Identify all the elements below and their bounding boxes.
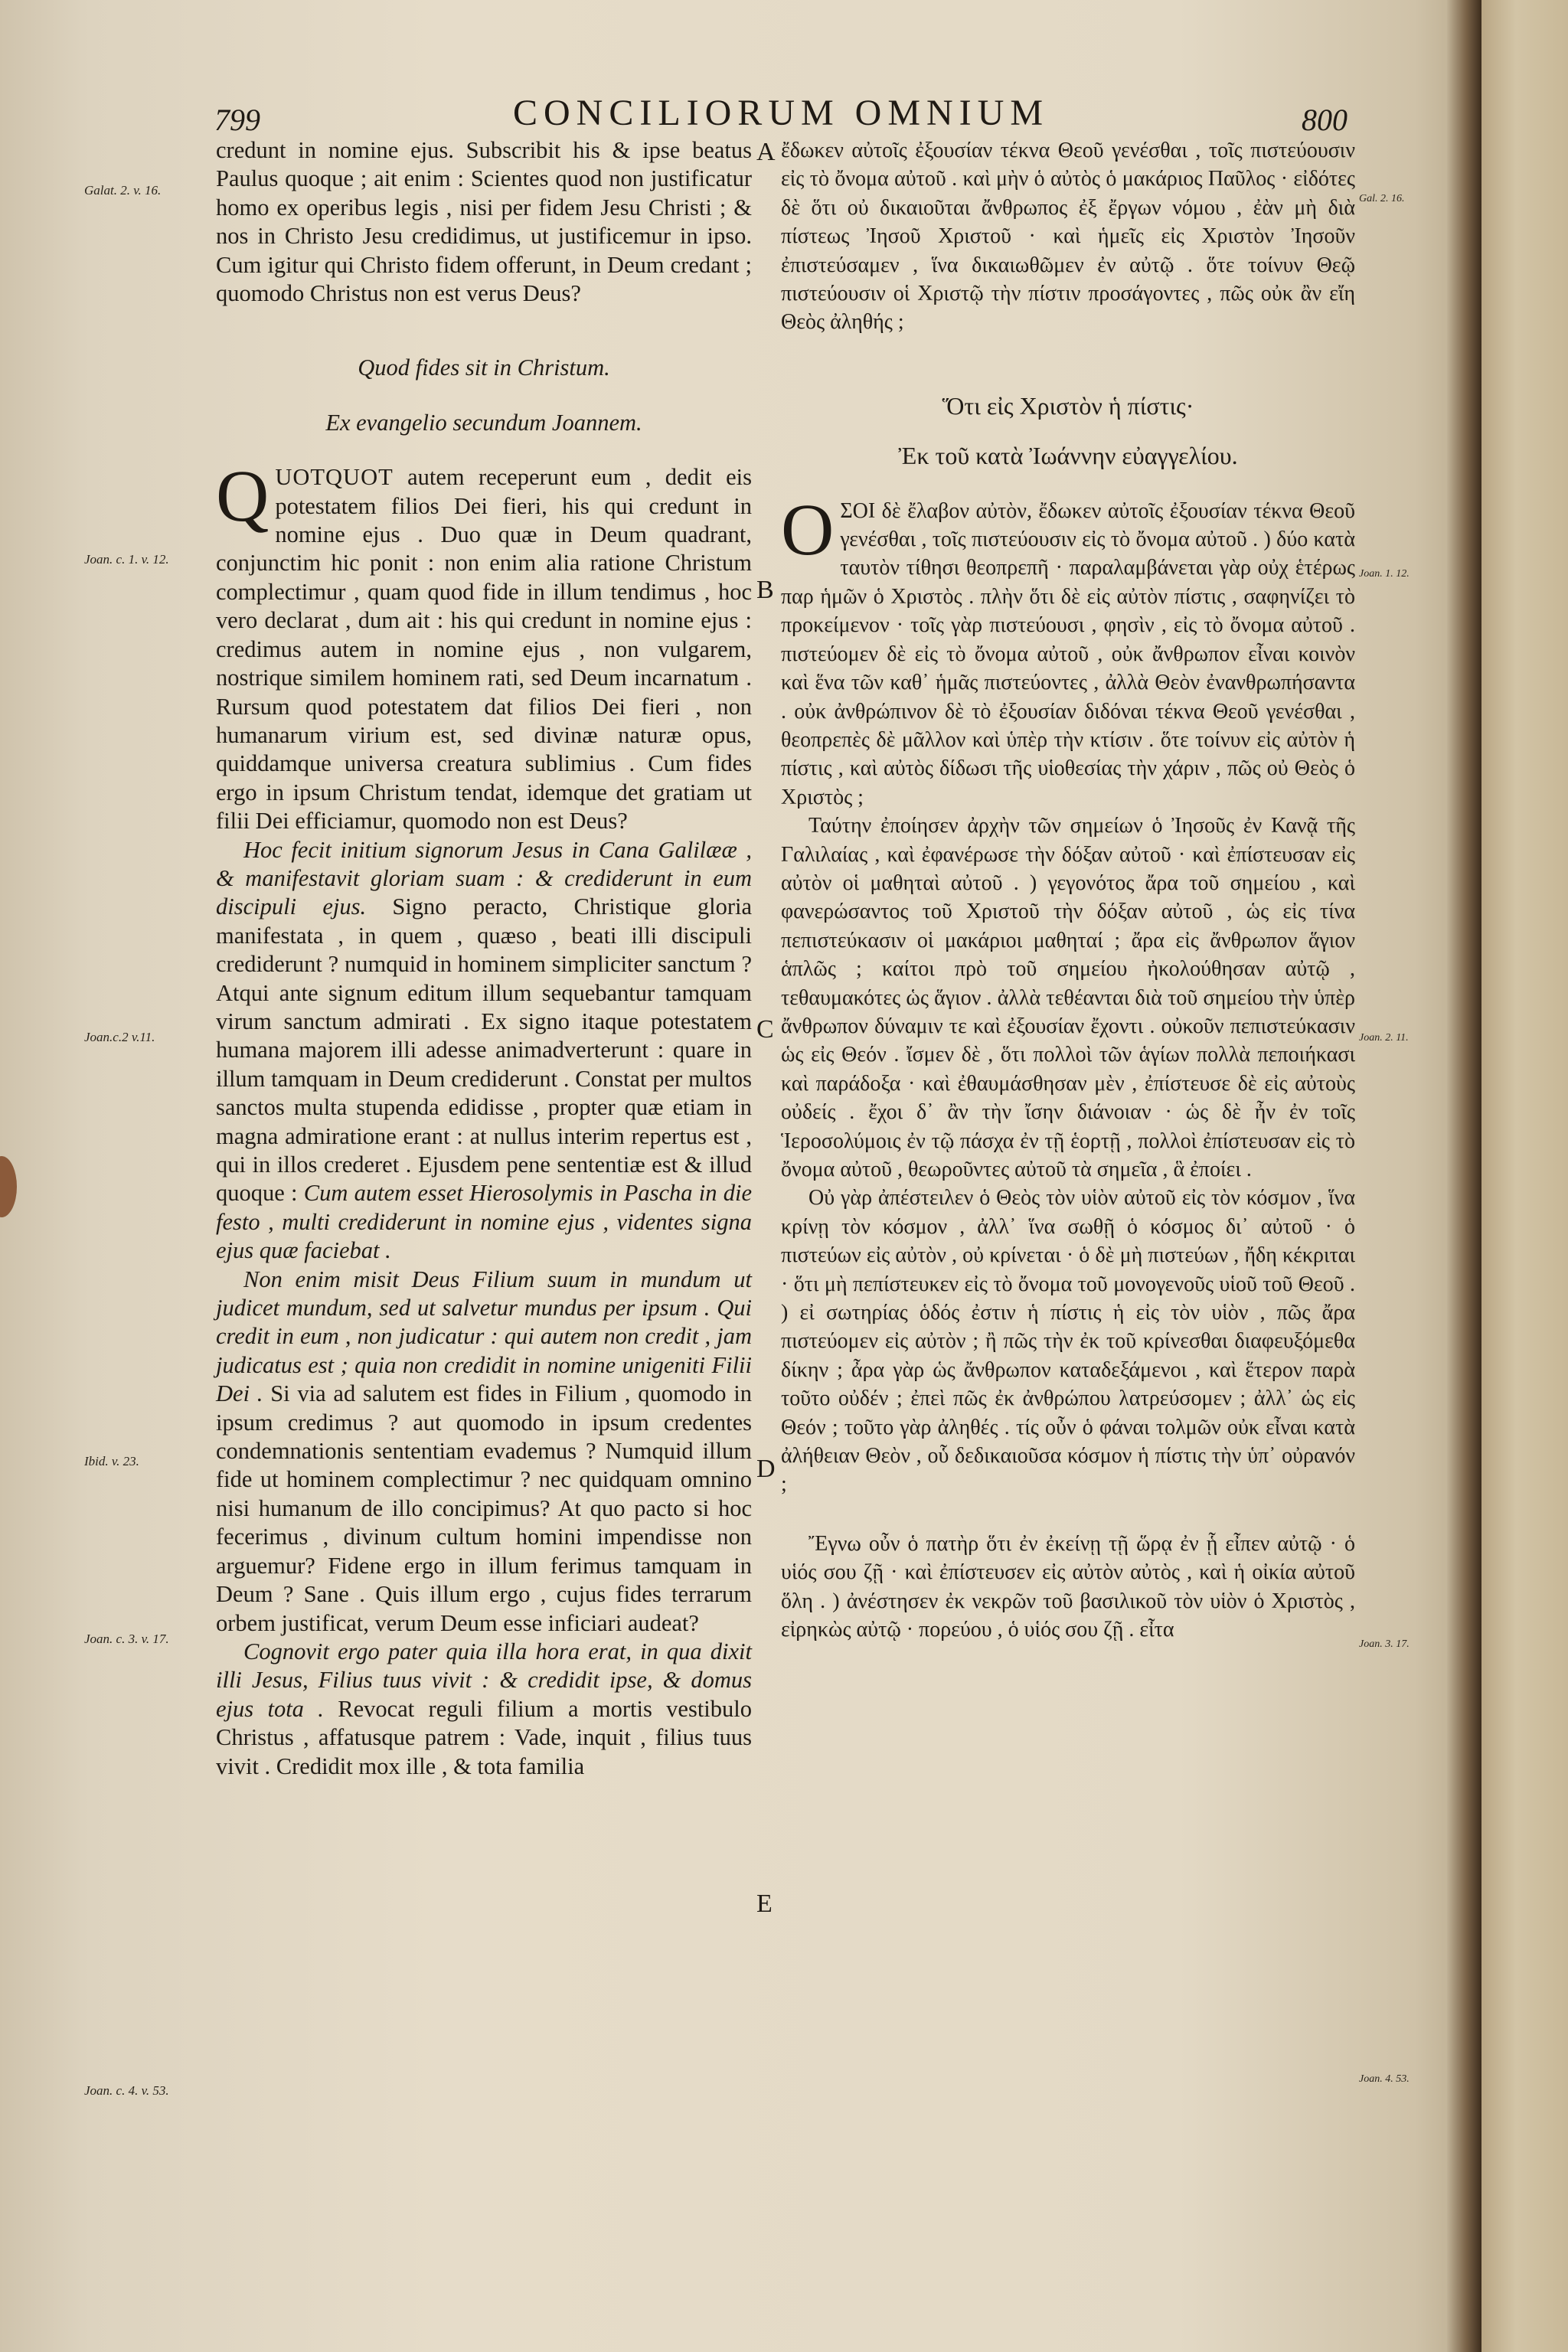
latin-paragraph — [216, 455, 752, 835]
margin-note: Joan. 1. 12. — [1359, 568, 1410, 580]
margin-note: Galat. 2. v. 16. — [84, 183, 162, 198]
opening-caps: UOTQUOT — [275, 464, 394, 491]
page-number-left: 799 — [214, 103, 260, 137]
latin-paragraph — [216, 1638, 752, 1781]
drop-cap: Ο — [781, 488, 835, 570]
page-number-right: 800 — [1302, 103, 1348, 137]
greek-paragraph: Ταύτην ἐποίησεν ἀρχὴν τῶν σημείων ὁ Ἰησοῦς ἐν Κανᾷ τῆς Γαλιλαίας , καὶ ἐφανέρωσε τὴν δόξαν αὐτοῦ · καὶ ἐπίστευσαν εἰς αὐτὸν οἱ μαθηταὶ αὐτοῦ . ) γεγονότος ἄρα τοῦ σημείου , καὶ φανερώσαντος τοῦ Χριστοῦ τὴν δόξαν αὐτοῦ , ὡς εἰς τίνα πεπιστεύκασιν οἱ μακάριοι μαθηταί ; ἄρα εἰς ἄνθρωπον ἅγιον ἁπλῶς ; καίτοι πρὸ τοῦ σημείου ἠκολούθησαν αὐτῷ , τεθαυμακότες ὡς ἅγιον . ἀλλὰ τεθέανται διὰ τοῦ σημείου τὴν ὑπὲρ ἄνθρωπον δύναμιν τε καὶ ἐξουσίαν ἔχοντι . οὐκοῦν πεπιστεύκασιν ὡς εἰς Θεόν . ἴσμεν δὲ , ὅτι πολλοὶ τῶν ἁγίων πολλὰ πεποιήκασι καὶ παράδοξα · καὶ ἐθαυμάσθησαν μὲν , ἐπίστευσε δὲ εἰς αὐτοὺς οὐδείς . ἔχοι δ᾽ ἂν τὴν ἴσην διάνοιαν · ὡς δὲ ἦν ἐν τοῖς Ἱεροσολύμοις ἐν τῷ πάσχα ἐν τῇ ἑορτῇ , πολλοὶ ἐπίστευσαν εἰς τὸ ὄνομα αὐτοῦ , θεωροῦντες αὐτοῦ τὰ σημεῖα , ἃ ἐποίει . — [781, 814, 1355, 1181]
greek-paragraph: Οὐ γὰρ ἀπέστειλεν ὁ Θεὸς τὸν υἱὸν αὐτοῦ εἰς τὸν κόσμον , ἵνα κρίνῃ τὸν κόσμον , ἀλλ᾽ ἵνα σωθῇ ὁ κόσμος δι᾽ αὐτοῦ · ὁ πιστεύων εἰς αὐτὸν , οὐ κρίνεται · ὁ δὲ μὴ πιστεύων , ἤδη κέκριται · ὅτι μὴ πεπίστευκεν εἰς τὸ ὄνομα τοῦ μονογενοῦς υἱοῦ τοῦ Θεοῦ . ) εἰ σωτηρίας ὁδός ἐστιν ἡ πίστις ἡ εἰς τὸν υἱὸν , πῶς ἄρα πιστεύομεν εἰς αὐτὸν ; ἢ πῶς τὴν ἐκ τοῦ κρίνεσθαι διαφευξόμεθα δίκην ; ἆρα γὰρ ὡς ἄνθρωπον καταδεξάμενοι , καὶ ἕτερον παρὰ τοῦτο οὐδέν ; ἐπεὶ πῶς ἐκ ἀνθρώπου λατρεύσομεν ; ἀλλ᾽ ὡς εἰς Θεόν ; τοῦτο γὰρ ἀληθές . τίς οὖν ὁ φάναι τολμῶν οὐκ εἶναι κατὰ ἀλήθειαν Θεὸν , οὗ δεδικαιοῦσα κόσμον ἡ πίστις τὴν ὑπ᾽ οὐρανόν ; — [781, 1186, 1355, 1497]
facing-page-edge — [1481, 0, 1568, 2352]
paragraph-text: Si via ad salutem est fides in Filium , quomodo in ipsum credimus ? aut quomodo in ipsum credentes condemnationis sententiam evademus ? Numquid illum fide ut hominem complectimur ? nec quidquam omnino nisi humanum de illo concipimus? At quo pacto si hoc fecerimus , divinum cultum homini impendisse non arguemur? Fidene ergo in illum ferimus tamquam in Deum ? Sane . Quis illum ergo , cujus fides terrarum orbem justificat, verum Deum esse inficiari audeat? — [216, 1380, 752, 1636]
running-title: CONCILIORUM OMNIUM — [512, 93, 1049, 133]
greek-paragraph: Ἔγνω οὖν ὁ πατὴρ ὅτι ἐν ἐκείνῃ τῇ ὥρᾳ ἐν ᾗ εἶπεν αὐτῷ · ὁ υἱός σου ζῇ · καὶ ἐπίστευσεν εἰς αὐτὸν αὐτὸς , καὶ ἡ οἰκία αὐτοῦ ὅλη . ) ἀνέστησεν ἐκ νεκρῶν τοῦ βασιλικοῦ τὸν υἱὸν ὁ Χριστὸς , εἰρηκὼς αὐτῷ · πορεύου , ὁ υἱός σου ζῇ . εἶτα — [781, 1531, 1355, 1642]
greek-paragraph — [781, 488, 1355, 812]
latin-column — [216, 136, 752, 1781]
section-letter: A — [756, 138, 776, 166]
paragraph-text: Signo peracto, Christique gloria manifestata , in quem , quæso , beati illi discipuli crediderunt ? numquid in hominem simpliciter sanctum ? Atqui ante signum editum illum sequebantur tamquam virum sanctum admirati . Ex signo itaque potestatem humana majorem illi adesse animadverterunt : quare in illum tamquam in Deum crediderunt . Constat per multos sanctos multa stupenda edidisse , propter quæ etiam in magna admiratione erant : at nullus interim repertus est , qui in illos crederet . Ejusdem pene sententiæ est & illud quoque : — [216, 893, 752, 1207]
greek-paragraph: ἔδωκεν αὐτοῖς ἐξουσίαν τέκνα Θεοῦ γενέσθαι , τοῖς πιστεύουσιν εἰς τὸ ὄνομα αὐτοῦ . καὶ μὴν ὁ αὐτὸς ὁ μακάριος Παῦλος · εἰδότες δὲ ὅτι οὐ δικαιοῦται ἄνθρωπος ἐξ ἔργων νόμου , ἐὰν μὴ διὰ πίστεως Ἰησοῦ Χριστοῦ · καὶ ἡμεῖς εἰς Χριστὸν Ἰησοῦν ἐπιστεύσαμεν , ἵνα δικαιωθῶμεν ἐν αὐτῷ . ὅτε τοίνυν Θεῷ πιστεύουσιν οἱ Χριστῷ τὴν πίστιν προσάγοντες , πῶς οὐκ ἂν εἴη Θεὸς ἀληθής ; — [781, 139, 1355, 335]
margin-note: Joan. 4. 53. — [1359, 2073, 1410, 2085]
margin-note: Ibid. v. 23. — [84, 1454, 139, 1468]
section-letter: E — [756, 1890, 773, 1918]
opening-caps: ΣΟΙ — [840, 498, 876, 523]
scripture-quote: Cognovit ergo pater quia illa hora erat, in qua dixit illi Jesus, Filius tuus vivit : & credidit ipse, & domus ejus tota . — [216, 1638, 752, 1722]
paragraph-text: autem receperunt eum , dedit eis potestatem filios Dei fieri, his qui credunt in nomine ejus . Duo quæ in Deum quadrant, conjunctim hic ponit : non enim alia ratione Christum complectimur , quam quod fide in illum tendimus , hoc vero declarat , dum ait : his qui credunt in nomine ejus : credimus autem in nomine ejus , non vulgarem, nostrique similem hominem rati, sed Deum incarnatum . Rursum quod potestatem dat filios Dei fieri , non humanarum virium est, sed divinæ naturæ opus, quiddamque universa creatura sublimius . Cum fides ergo in ipsum Christum tendat, idemque det gratiam ut filii Dei efficiamur, quomodo non est Deus? — [216, 464, 752, 835]
latin-paragraph — [216, 836, 752, 1266]
section-letter: D — [756, 1455, 776, 1483]
margin-note: Joan. c. 3. v. 17. — [84, 1632, 169, 1646]
margin-note: Joan. 2. 11. — [1359, 1032, 1409, 1044]
latin-heading: Quod fides sit in Christum. — [358, 354, 610, 381]
binding-hole — [0, 1156, 17, 1217]
latin-paragraph: credunt in nomine ejus. Subscribit his & ipse beatus Paulus quoque ; ait enim : Scientes quod non justificatur homo ex operibus legis , nisi per fidem Jesu Christi ; & nos in Christo Jesu credidimus, ut justificemur in ipso. Cum igitur qui Christo fidem offerunt, in Deum credant ; quomodo Christus non est verus Deus? — [216, 137, 752, 307]
greek-heading: Ὅτι εἰς Χριστὸν ἡ πίστις· — [942, 391, 1194, 420]
paragraph-text: δὲ ἔλαβον αὐτὸν, ἔδωκεν αὐτοῖς ἐξουσίαν τέκνα Θεοῦ γενέσθαι , τοῖς πιστεύουσιν εἰς τὸ ὄνομα αὐτοῦ . ) δύο κατὰ ταυτὸν τίθησι θεοπρεπῆ · παραλαμβάνεται γὰρ οὐχ ἑτέρως παρ ἡμῶν ὁ Χριστὸς . πλὴν ὅτι δὲ εἰς αὐτὸν πίστις , σαφηνίζει τὸ προκείμενον · τοῖς γὰρ πιστεύουσι , φησὶν , εἰς τὸ ὄνομα αὐτοῦ . πιστεύομεν δὲ εἰς τὸ ὄνομα αὐτοῦ , οὐκ ἄνθρωπον εἶναι κοινὸν καὶ ἕνα τῶν καθ᾽ ἡμᾶς πιστεύοντες , ἀλλὰ Θεὸν ἐνανθρωπήσαντα . οὐκ ἀνθρώπινον δὲ τὸ ἐξουσίαν διδόναι τέκνα Θεοῦ γενέσθαι , θεοπρεπὲς δὲ μᾶλλον καὶ ὑπὲρ τὴν κτίσιν . ὅτε τοίνυν εἰς αὐτὸν ἡ πίστις , καὶ αὐτὸς δίδωσι τῆς υἱοθεσίας τὴν χάριν , πῶς οὐ Θεὸς ὁ Χριστὸς ; — [781, 498, 1355, 809]
book-gutter — [1447, 0, 1481, 2352]
margin-note: Joan.c.2 v.11. — [84, 1030, 155, 1044]
margin-note: Joan. 3. 17. — [1359, 1638, 1410, 1650]
latin-subheading: Ex evangelio secundum Joannem. — [325, 409, 642, 436]
greek-column — [781, 136, 1355, 1645]
scripture-quote: Non enim misit Deus Filium suum in mundum ut judicet mundum, sed ut salvetur mundus per ipsum . Qui credit in eum , non judicatur : qui autem non credit , jam judicatus est ; quia non credidit in nomine unigeniti Filii Dei . — [216, 1266, 752, 1407]
drop-cap: Q — [216, 455, 270, 537]
margin-note: Joan. c. 4. v. 53. — [84, 2083, 169, 2098]
margin-note: Gal. 2. 16. — [1359, 193, 1405, 204]
section-letter: B — [756, 576, 774, 604]
paragraph-text: Revocat reguli filium a mortis vestibulo Christus , affatusque patrem : Vade, inquit , filius tuus vivit . Credidit mox ille , & tota familia — [216, 1695, 752, 1779]
latin-paragraph — [216, 1266, 752, 1638]
scripture-quote: Cum autem esset Hierosolymis in Pascha in die festo , multi crediderunt in nomine ejus , videntes signa ejus quæ faciebat . — [216, 1180, 752, 1264]
section-letter: C — [756, 1015, 774, 1044]
greek-subheading: Ἐκ τοῦ κατὰ Ἰωάννην εὐαγγελίου. — [898, 442, 1238, 470]
margin-note: Joan. c. 1. v. 12. — [84, 552, 169, 567]
scripture-quote: Hoc fecit initium signorum Jesus in Cana Galilææ , & manifestavit gloriam suam : & crediderunt in eum discipuli ejus. — [216, 836, 752, 920]
page-header — [214, 88, 1348, 137]
